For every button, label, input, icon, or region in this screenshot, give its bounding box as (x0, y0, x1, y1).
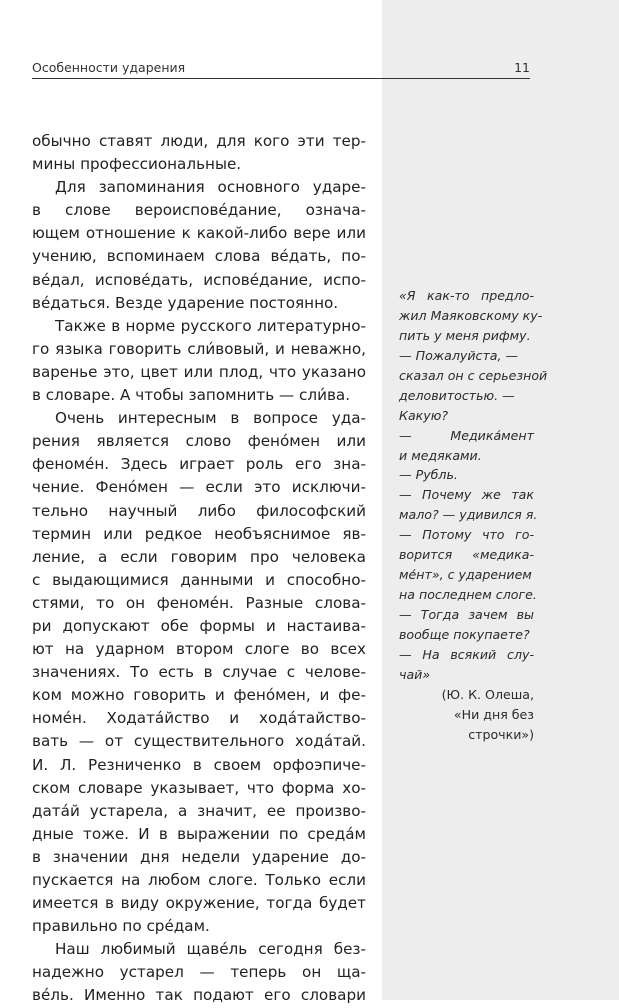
attribution-line: строчки») (468, 726, 534, 742)
text-line: стями, то он феноме́н. Разные слова- (32, 593, 366, 612)
text-line: учению, вспоминаем слова ве́дать, по- (32, 247, 366, 266)
attribution-line: «Ни дня без (453, 706, 534, 722)
text-line: ком можно говорить и фено́мен, и фе- (32, 686, 366, 705)
text-line: Также в норме русского литературно- (55, 316, 366, 335)
quote-line: ме́нт», с ударением (399, 567, 532, 583)
text-line: имеется в виду окружение, тогда будет (32, 894, 366, 913)
text-line: ском словаре указывает, что форма хо- (32, 778, 366, 797)
text-line: обычно ставят люди, для кого эти тер- (32, 132, 366, 150)
text-line: рения является слово фено́мен или (32, 432, 366, 451)
text-line: термин или редкое необъяснимое яв- (32, 524, 366, 543)
text-line: ющем отношение к какой-либо вере или (32, 224, 366, 243)
quote-line: — Рубль. (399, 467, 458, 483)
text-line: тельно научный либо философский (32, 501, 366, 520)
text-line: Очень интересным в вопросе уда- (55, 409, 366, 428)
text-line: ление, а если говорим про человека (32, 547, 366, 566)
text-line: дата́й устарела, а значит, ее произво- (32, 801, 366, 820)
text-line: значениях. То есть в случае с челове- (32, 663, 366, 682)
text-line: феноме́н. Здесь играет роль его зна- (32, 455, 366, 474)
text-line: варенье это, цвет или плод, что указано (32, 362, 366, 381)
quote-line: мало? — удивился я. (399, 507, 538, 523)
text-line: ют на ударном втором слоге во всех (32, 640, 366, 659)
quote-line: и медяками. (399, 447, 482, 463)
text-line: надежно устарел — теперь он ща- (32, 963, 366, 982)
quote-line: — Почему же так (399, 487, 534, 503)
text-line: го языка говорить сли́вовый, и неважно, (32, 339, 366, 358)
text-line: вать — от существительного хода́тай. (32, 732, 366, 751)
quote-line: вообще покупаете? (399, 626, 530, 642)
text-line: в словаре. А чтобы запомнить — сли́ва. (32, 386, 351, 405)
text-line: ве́дал, испове́дать, испове́дание, испо- (32, 270, 366, 289)
attribution-line: (Ю. К. Олеша, (441, 687, 534, 702)
text-line: правильно по сре́дам. (32, 917, 210, 936)
quote-attribution (399, 685, 534, 745)
quote-line: Какую? (399, 407, 449, 423)
text-line: ве́ль. Именно так подают его словари (32, 986, 366, 1005)
text-line: ри допускают обе формы и настаива- (32, 616, 366, 635)
header-rule (32, 78, 530, 79)
quote-line: деловитостью. — (399, 387, 515, 403)
text-line: в значении дня недели ударение до- (32, 847, 366, 866)
text-line: И. Л. Резниченко в своем орфоэпиче- (32, 755, 366, 774)
text-line: дные тоже. И в выражении по среда́м (32, 824, 366, 843)
quote-line: жил Маяковскому ку- (399, 307, 543, 323)
quote-line: ворится «медика- (399, 547, 534, 563)
quote-line: — Пожалуйста, — (399, 347, 519, 363)
text-line: ве́даться. Везде ударение постоянно. (32, 293, 339, 312)
quote-line: пить у меня рифму. (399, 327, 531, 343)
quote-line: — На всякий слу- (399, 646, 534, 662)
running-header (32, 60, 530, 78)
main-text (32, 130, 366, 1008)
quote-line: сказал он с серьезной (399, 367, 548, 383)
text-line: в слове вероиспове́дание, означа- (32, 201, 366, 220)
page-number: 11 (514, 60, 530, 75)
text-line: с выдающимися данными и способно- (32, 570, 366, 589)
quote-line: — Тогда зачем вы (399, 607, 534, 622)
text-line: номе́н. Ходата́йство и хода́тайство- (32, 709, 366, 728)
quote-line: «Я как-то предло- (399, 288, 534, 303)
quote-line: — Медика́мент (399, 427, 534, 443)
running-header-title: Особенности ударения (32, 60, 186, 75)
text-line: мины профессиональные. (32, 155, 242, 174)
text-line: пускается на любом слоге. Только если (32, 871, 366, 889)
sidebar-quote (399, 286, 548, 685)
quote-line: чай» (399, 666, 431, 682)
text-line: Для запоминания основного ударе- (55, 178, 366, 197)
quote-line: — Потому что го- (399, 527, 534, 543)
text-line: Наш любимый щаве́ль сегодня без- (55, 940, 366, 959)
quote-line: на последнем слоге. (399, 587, 537, 603)
text-line: чение. Фено́мен — если это исключи- (32, 478, 366, 497)
